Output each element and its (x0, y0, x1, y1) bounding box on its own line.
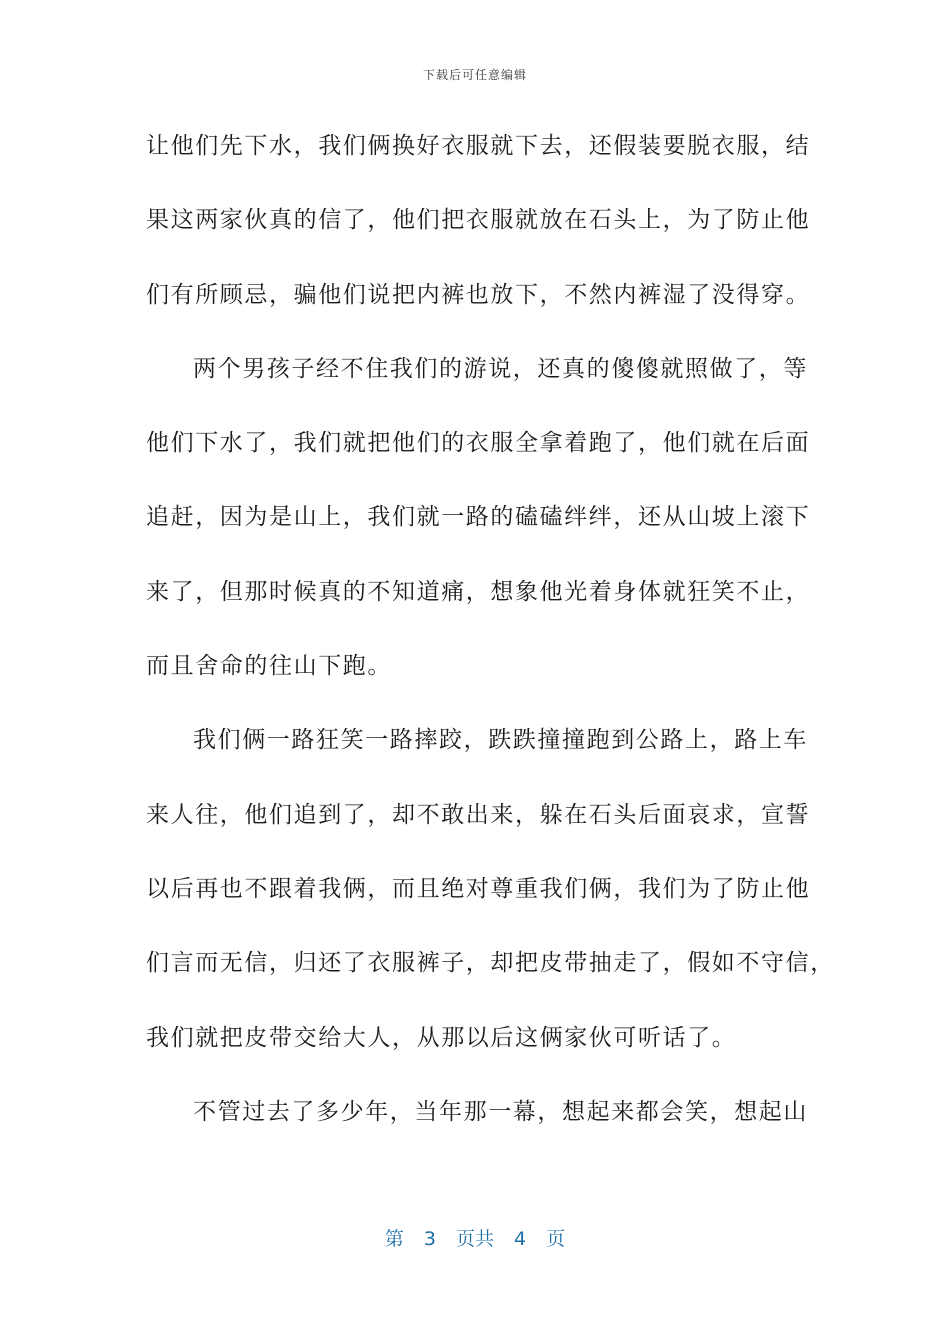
text-line: 以后再也不跟着我俩，而且绝对尊重我们俩，我们为了防止他 (146, 875, 811, 902)
document-body (146, 116, 835, 1156)
text-line: 们言而无信，归还了衣服裤子，却把皮带抽走了，假如不守信， (146, 950, 835, 977)
text-line: 我们就把皮带交给大人，从那以后这俩家伙可听话了。 (146, 1024, 737, 1051)
footer-page-number: 3 (423, 1228, 436, 1250)
text-line: 让他们先下水，我们俩换好衣服就下去，还假装要脱衣服，结 (146, 133, 811, 159)
page-header-note: 下载后可任意编辑 (422, 68, 527, 82)
text-line: 来人往，他们追到了，却不敢出来，躲在石头后面哀求，宣誓 (146, 801, 811, 828)
footer-suffix: 页 (546, 1228, 566, 1250)
page-footer (0, 1224, 950, 1251)
text-line-paragraph-start: 我们俩一路狂笑一路摔跤，跌跌撞撞跑到公路上，路上车 (193, 727, 808, 754)
footer-total-pages: 4 (514, 1228, 527, 1250)
text-line: 来了，但那时候真的不知道痛，想象他光着身体就狂笑不止， (146, 578, 811, 605)
text-line-paragraph-start: 不管过去了多少年，当年那一幕，想起来都会笑，想起山 (193, 1098, 808, 1125)
text-line: 而且舍命的往山下跑。 (146, 653, 392, 680)
footer-prefix: 第 (384, 1228, 404, 1250)
text-line: 追赶，因为是山上，我们就一路的磕磕绊绊，还从山坡上滚下 (146, 504, 811, 531)
text-line-paragraph-start: 两个男孩子经不住我们的游说，还真的傻傻就照做了，等 (193, 355, 808, 382)
text-line: 他们下水了，我们就把他们的衣服全拿着跑了，他们就在后面 (146, 430, 811, 457)
text-line: 们有所顾忌，骗他们说把内裤也放下，不然内裤湿了没得穿。 (146, 281, 811, 308)
footer-middle: 页共 (455, 1228, 494, 1250)
text-line: 果这两家伙真的信了，他们把衣服就放在石头上，为了防止他 (146, 207, 811, 234)
